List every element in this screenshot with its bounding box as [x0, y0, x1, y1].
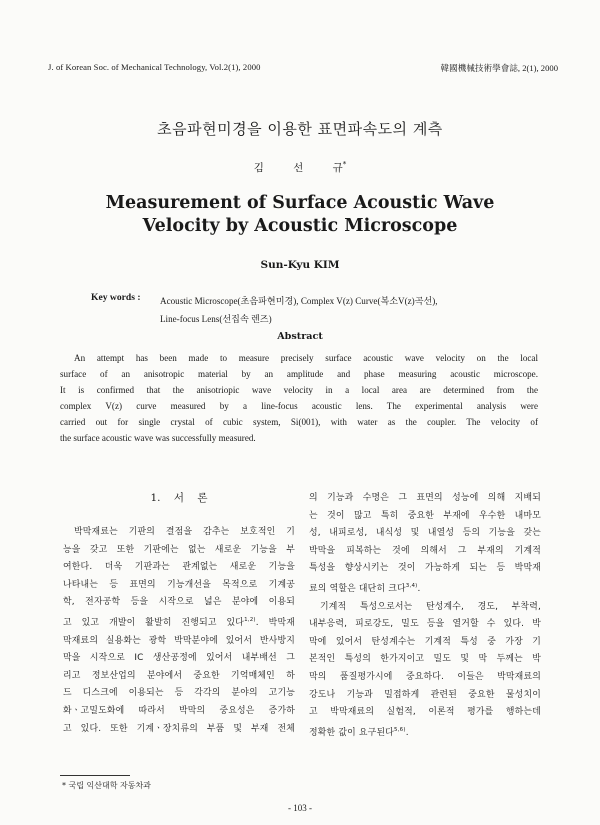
body-line: 성, 내피로성, 내식성 및 내열성 등의 기능을 갖는: [309, 528, 541, 539]
title-english-line-1: Measurement of Surface Acoustic Wave: [105, 193, 495, 213]
footnote-affiliation: * 국립 익산대학 자동차과: [62, 781, 151, 790]
abstract-line: It is confirmed that the anisotriopic wave velocity in a local area are determined from the: [60, 385, 538, 395]
body-line-text: 료의 역할은 대단히 크다: [309, 583, 406, 594]
abstract-line: the surface acoustic wave was successfully measured.: [60, 433, 256, 443]
body-line: 나타내는 등 표면의 기능개선을 목적으로 기계공: [63, 579, 295, 590]
abstract-line: carried out for single crystal of cubic system, Si(001), with water as the coupler. The velocity of: [60, 417, 538, 427]
abstract-line: complex V(z) curve measured by a line-focus acoustic lens. The experimental analysis were: [60, 401, 538, 411]
author-korean-name: 김 선 규: [253, 162, 343, 174]
keywords-label: Key words :: [91, 292, 141, 303]
body-line: 강도나 기능과 밀접하게 관련된 중요한 물성치이: [309, 689, 541, 700]
title-korean: 초음파현미경을 이용한 표면파속도의 계측: [157, 120, 443, 138]
body-line: 의 기능과 수명은 그 표면의 성능에 의해 지배되: [309, 493, 541, 503]
author-footnote-mark: *: [342, 160, 347, 169]
citation-ref: 5,6): [394, 726, 406, 733]
body-line-text: . 박막재: [255, 617, 295, 628]
keywords-text: [160, 292, 540, 328]
body-line-text: 고 있고 개발이 활발히 진행되고 있다: [63, 617, 245, 628]
keywords-line-1: Acoustic Microscope(초음파현미경), Complex V(z) Curve(복소V(z)곡선),: [160, 296, 438, 306]
body-line: 여한다. 더욱 기판과는 관계없는 새로운 기능을: [63, 562, 295, 573]
body-line-text: .: [417, 583, 421, 594]
title-english-line-2: Velocity by Acoustic Microscope: [142, 216, 458, 236]
body-line: 능을 갖고 또한 기판에는 없는 새로운 기능을 부: [63, 544, 295, 555]
body-line: 리고 정보산업의 분야에서 중요한 기억매체인 하: [63, 670, 295, 681]
body-line: 는 것이 많고 특히 중요한 부재에 우수한 내마모: [309, 510, 541, 521]
body-line: 막의 품질평가시에 중요하다. 이들은 박막재료의: [309, 671, 541, 682]
page-number: - 103 -: [288, 803, 312, 813]
journal-header-en: J. of Korean Soc. of Mechanical Technology, Vol.2(1), 2000: [48, 62, 261, 72]
body-line: [309, 722, 541, 743]
citation-ref: 1,2): [244, 616, 256, 623]
abstract-body: [60, 350, 538, 446]
body-line-text: .: [405, 727, 409, 738]
body-line: [63, 612, 295, 633]
body-line: 고 있다. 또한 기계ㆍ장치류의 부품 및 부재 전체: [63, 723, 295, 734]
body-line: 특성을 향상시키는 것이 가능하게 되는 등 박막재: [309, 563, 541, 574]
journal-header-kr: 韓國機械技術學會誌, 2(1), 2000: [440, 63, 558, 73]
body-line: 기계적 특성으로서는 탄성계수, 경도, 부착력,: [320, 601, 541, 612]
author-korean: [0, 160, 600, 175]
abstract-heading: Abstract: [277, 331, 323, 342]
body-line: 학, 전자공학 등을 시작으로 넓은 분야에 이용되: [63, 597, 295, 608]
body-line-text: 정확한 값이 요구된다: [309, 727, 395, 738]
body-column-right: [309, 490, 541, 742]
author-english: Sun-Kyu KIM: [260, 259, 340, 271]
body-line: 막재료의 실용화는 광학 박막분야에 있어서 반사방지: [63, 635, 295, 646]
body-line: 막을 시작으로 IC 생산공정에 있어서 내부배선 그: [63, 653, 295, 664]
title-english: [0, 192, 600, 238]
body-line: 고 박막재료의 실험적, 이론적 평가를 행하는데: [309, 707, 541, 718]
abstract-line: An attempt has been made to measure precisely surface acoustic wave velocity on the local: [74, 353, 538, 363]
body-line: [309, 578, 541, 599]
body-line: 본적인 특성의 한가지이고 밀도 및 막 두께는 박: [309, 654, 541, 665]
citation-ref: 3,4): [405, 582, 418, 589]
body-column-left: [63, 490, 295, 738]
body-line: 드 디스크에 이용되는 등 각각의 분야의 고기능: [63, 688, 295, 699]
footnote-divider: [60, 775, 130, 776]
body-line: 박막을 피복하는 것에 의해서 그 부재의 기계적: [309, 545, 541, 556]
abstract-line: surface of an anisotropic material by an amplitude and phase measuring acoustic microscope.: [60, 369, 538, 379]
body-line: 내부응력, 피로강도, 밀도 등을 열거할 수 있다. 박: [309, 619, 541, 630]
body-line: 화ㆍ고밀도화에 따라서 박막의 중요성은 증가하: [63, 705, 295, 716]
section-heading: 1. 서 론: [150, 492, 208, 504]
body-line: 박막재료는 기판의 결점을 감추는 보호적인 기: [74, 527, 295, 537]
keywords-line-2: Line-focus Lens(선집속 렌즈): [160, 314, 272, 324]
body-line: 막에 있어서 탄성계수는 기계적 특성 중 가장 기: [309, 636, 541, 647]
